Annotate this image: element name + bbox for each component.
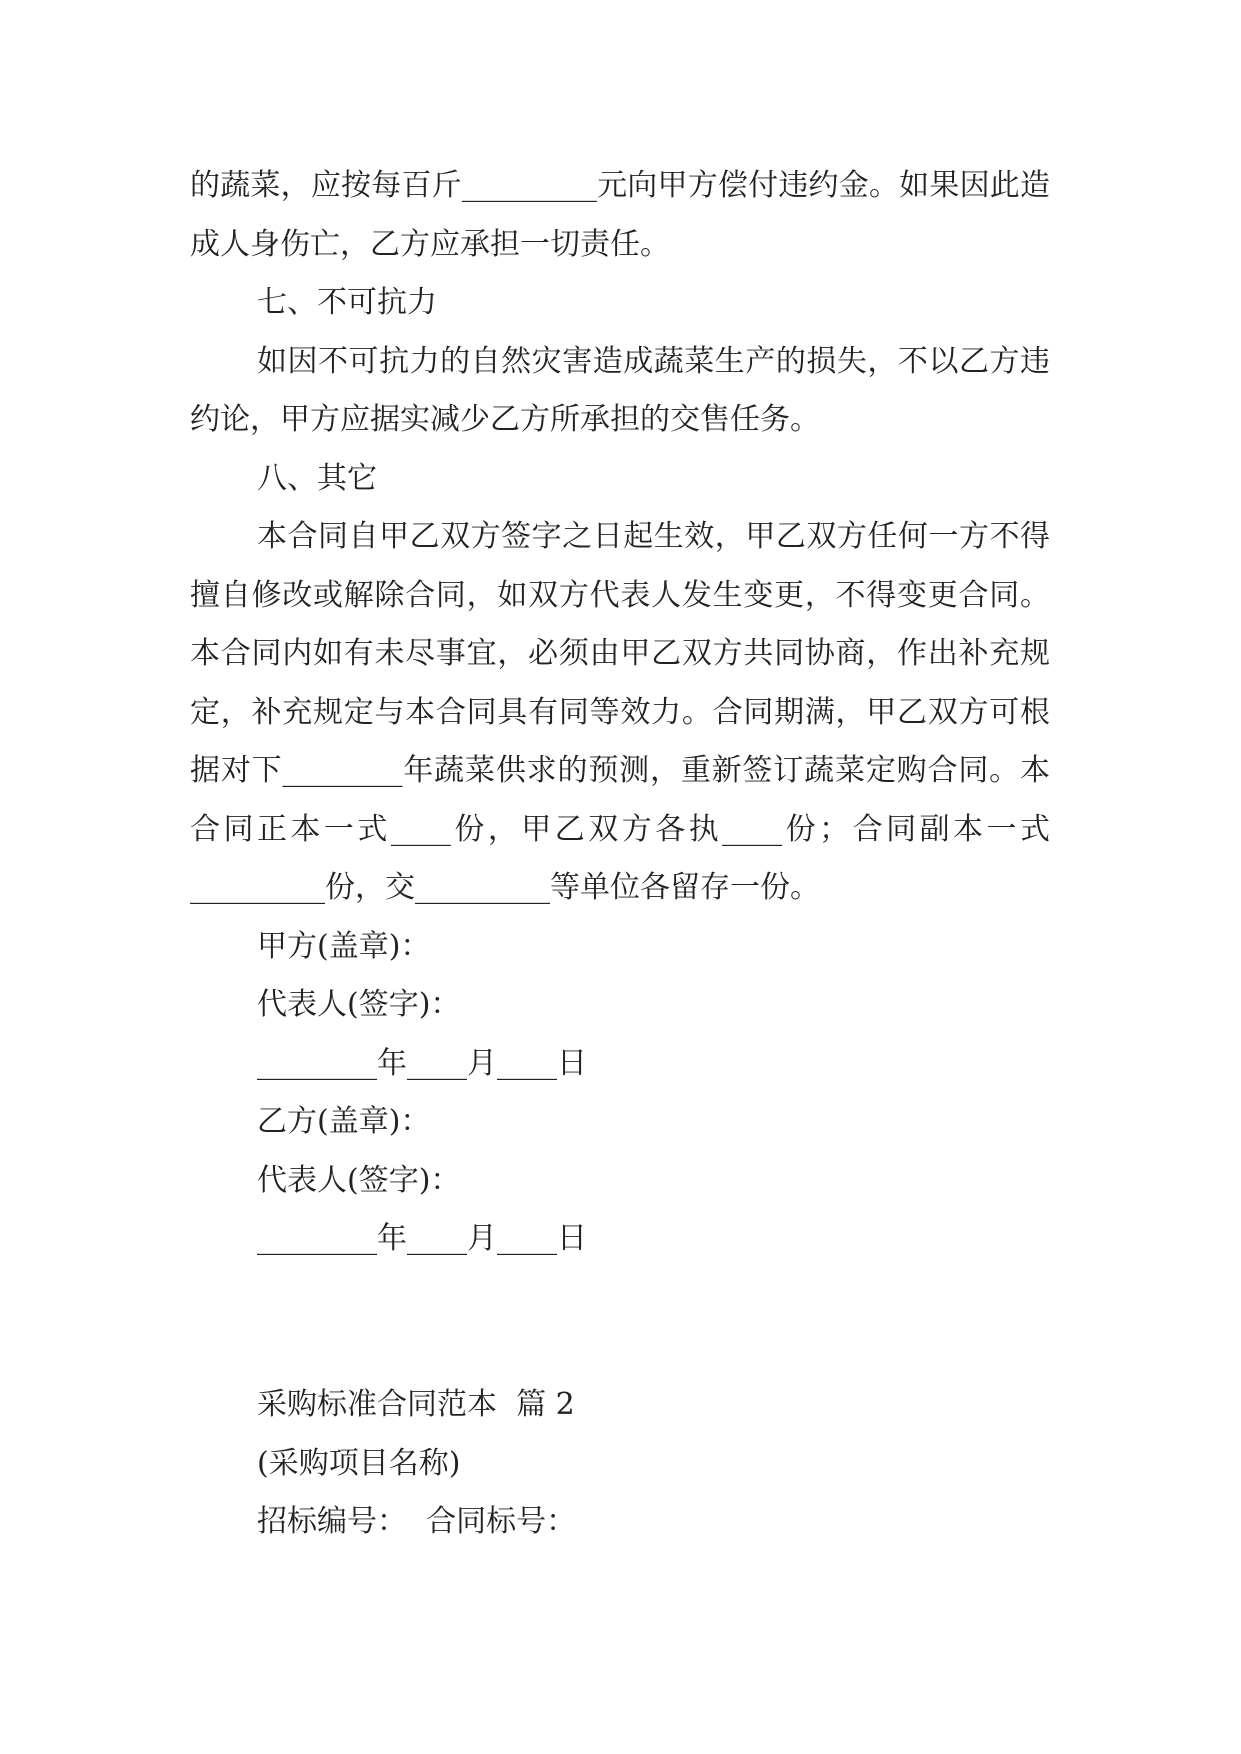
document-title: 采购标准合同范本 篇 2 <box>257 1387 575 1422</box>
party-b-representative-line: 代表人(签字)： <box>257 1162 461 1198</box>
party-a-representative-line: 代表人(签字)： <box>257 987 461 1022</box>
force-majeure-paragraph: 如因不可抗力的自然灾害造成蔬菜生产的损失，不以乙方违约论，甲方应据实减少乙方所承担的交售任务。 <box>190 343 1050 437</box>
section-heading-force-majeure: 七、不可抗力 <box>257 285 437 320</box>
project-name-line: (采购项目名称) <box>257 1445 461 1481</box>
second-contract-header <box>190 1376 1050 1552</box>
penalty-paragraph: 的蔬菜，应按每百斤_________元向甲方偿付违约金。如果因此造成人身伤亡，乙方应承担一切责任。 <box>190 168 1050 262</box>
contract-body <box>190 157 1050 1269</box>
party-b-seal-line: 乙方(盖章)： <box>257 1104 431 1139</box>
party-b-date-line: ________年____月____日 <box>257 1221 587 1256</box>
tender-contract-number-line: 招标编号： 合同标号： <box>257 1504 577 1539</box>
section-heading-other: 八、其它 <box>257 460 377 496</box>
party-a-date-line: ________年____月____日 <box>257 1045 587 1081</box>
other-terms-paragraph: 本合同自甲乙双方签字之日起生效，甲乙双方任何一方不得擅自修改或解除合同，如双方代表人发生变更，不得变更合同。本合同内如有未尽事宜，必须由甲乙双方共同协商，作出补充规定，补充规定与本合同具有同等效力。合同期满，甲乙双方可根据对下________年蔬菜供求的预测，重新签订蔬菜定购合同。本合同正本一式____份，甲乙双方各执____份；合同副本一式_________份，交_________等单位各留存一份。 <box>190 519 1050 905</box>
party-a-seal-line: 甲方(盖章)： <box>257 928 431 964</box>
